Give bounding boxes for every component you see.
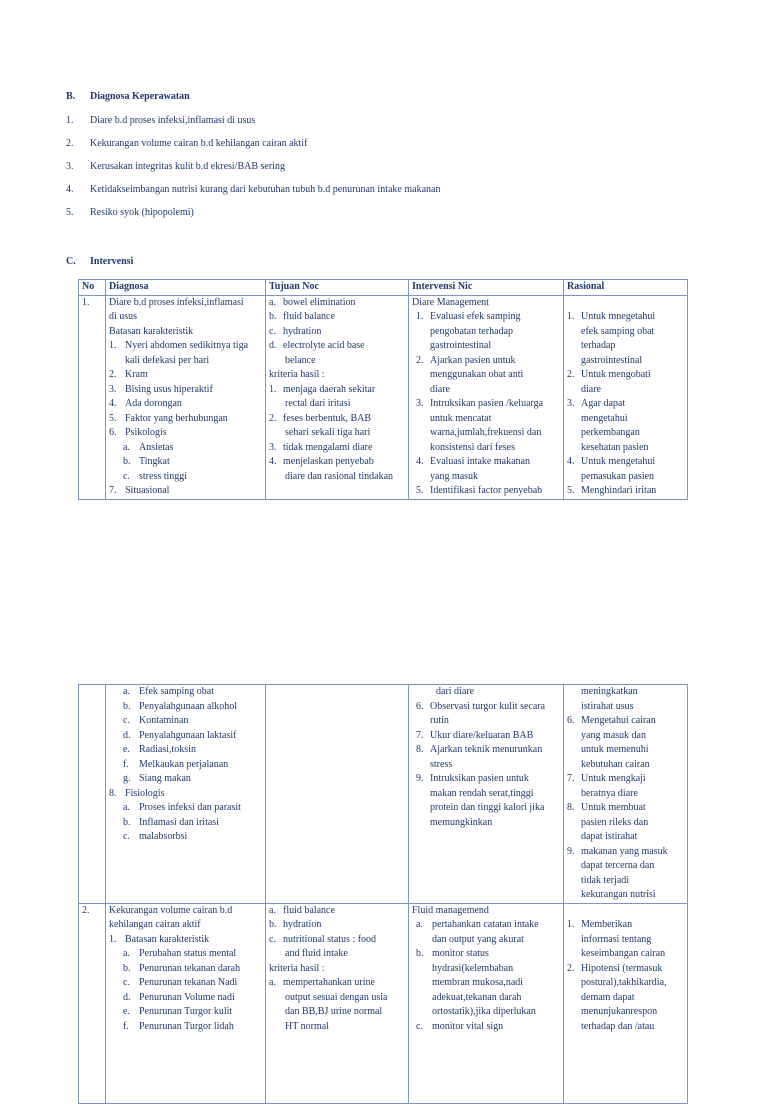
diagnosis-list-item: 2. Kekurangan volume cairan b.d kehilangan cairan aktif — [66, 138, 308, 149]
section-b-heading — [66, 90, 190, 105]
cell-tujuan-noc: a. bowel elimination b. fluid balance c. hydration d. electrolyte acid base belance kriteria hasil : 1. menjaga daerah sekitar rectal dari iritasi 2. feses berbentuk, BAB sehari sekali tiga hari 3. tidak mengalami diare 4. menjelaskan penyebab diare dan rasional tindakan — [266, 295, 409, 499]
section-c-letter: C. — [66, 256, 76, 267]
cell-tujuan-noc: a. fluid balance b. hydration c. nutritional status : food and fluid intake kriteria hasil : a. mempertahankan urine output sesuai dengan usia dan BB,BJ urine normal HT normal — [266, 903, 409, 1103]
header-rasional: Rasional — [564, 280, 688, 296]
diagnosis-list-item: 5. Resiko syok (hipopolemi) — [66, 207, 194, 218]
header-diagnosa: Diagnosa — [106, 280, 266, 296]
cell-diagnosa: a. Efek samping obat b. Penyalahgunaan alkohol c. Kontaminan d. Penyalahgunaan laktasif e. Radiasi,toksin f. Melkaukan perjalanan g. Siang makan 8. Fisiologis a. Proses infeksi dan parasit b. Inflamasi dan iritasi c. malabsorbsi — [106, 685, 266, 904]
table-row — [79, 295, 688, 499]
cell-intervensi-nic: dari diare 6. Observasi turgor kulit secara rutin 7. Ukur diare/keluaran BAB 8. Ajarkan teknik menurunkan stress 9. Intruksikan pasien untuk makan rendah serat,tinggi protein dan tinggi kalori jika memungkinkan — [409, 685, 564, 904]
table-row — [79, 685, 688, 904]
header-tujuan-noc: Tujuan Noc — [266, 280, 409, 296]
diagnosis-list-item: 1. Diare b.d proses infeksi,inflamasi di usus — [66, 115, 256, 126]
diagnosis-list-item: 3. Kerusakan integritas kulit b.d ekresi/BAB sering — [66, 161, 285, 172]
cell-intervensi-nic: Fluid managemend a. pertahankan catatan intake dan output yang akurat b. monitor status hydrasi(kelembaban membran mukosa,nadi adekuat,tekanan darah ortostatik),jika diperlukan c. monitor vital sign — [409, 903, 564, 1103]
cell-rasional: 1. Untuk mnegetahui efek samping obat terhadap gastrointestinal 2. Untuk mengobati diare 3. Agar dapat mengetahui perkembangan kesehatan pasien 4. Untuk mengetahui pemasukan pasien 5. Menghindari iritan — [564, 295, 688, 499]
cell-intervensi-nic: Diare Management 1. Evaluasi efek samping pengobatan terhadap gastrointestinal 2. Ajarkan pasien untuk menggunakan obat anti diare 3. Intruksikan pasien /keluarga untuk mencatat warna,jumlah,frekuensi dan konsistensi dari feses 4. Evaluasi intake makanan yang masuk 5. Identifikasi factor penyebab — [409, 295, 564, 499]
section-c-title: Intervensi — [90, 256, 134, 267]
cell-no: 1. — [79, 295, 106, 499]
cell-tujuan-noc — [266, 685, 409, 904]
table-row — [79, 903, 688, 1103]
table-header-row — [79, 280, 688, 296]
intervention-table-1 — [78, 279, 688, 500]
cell-no — [79, 685, 106, 904]
cell-diagnosa: Kekurangan volume cairan b.d kehilangan cairan aktif 1. Batasan karakteristik a. Perubahan status mental b. Penurunan tekanan darah c. Penurunan tekanan Nadi d. Penurunan Volume nadi e. Penurunan Turgor kulit f. Penurunan Turgor lidah — [106, 903, 266, 1103]
section-b-title: Diagnosa Keperawatan — [90, 91, 190, 102]
cell-no: 2. — [79, 903, 106, 1103]
cell-rasional: meningkatkan istirahat usus 6. Mengetahui cairan yang masuk dan untuk memenuhi kebutuhan cairan 7. Untuk mengkaji beratnya diare 8. Untuk membuat pasien rileks dan dapat istirahat 9. makanan yang masuk dapat tercerna dan tidak terjadi kekurangan nutrisi — [564, 685, 688, 904]
cell-diagnosa: Diare b.d proses infeksi,inflamasi di usus Batasan karakteristik 1. Nyeri abdomen sedikitnya tiga kali defekasi per hari 2. Kram 3. Bising usus hiperaktif 4. Ada dorongan 5. Faktor yang berhubungan 6. Psikologis a. Ansietas b. Tingkat c. stress tinggi 7. Situasional — [106, 295, 266, 499]
intervention-table-2 — [78, 684, 688, 1104]
section-c-heading — [66, 255, 133, 270]
section-b-letter: B. — [66, 91, 76, 102]
cell-rasional: 1. Memberikan informasi tentang keseimbangan cairan 2. Hipotensi (termasuk postural),takhikardia, demam dapat menunjukanrespon terhadap dan /atau — [564, 903, 688, 1103]
diagnosis-list-item: 4. Ketidakseimbangan nutrisi kurang dari kebutuhan tubuh b.d penurunan intake makanan — [66, 184, 441, 195]
header-no: No — [79, 280, 106, 296]
header-intervensi-nic: Intervensi Nic — [409, 280, 564, 296]
